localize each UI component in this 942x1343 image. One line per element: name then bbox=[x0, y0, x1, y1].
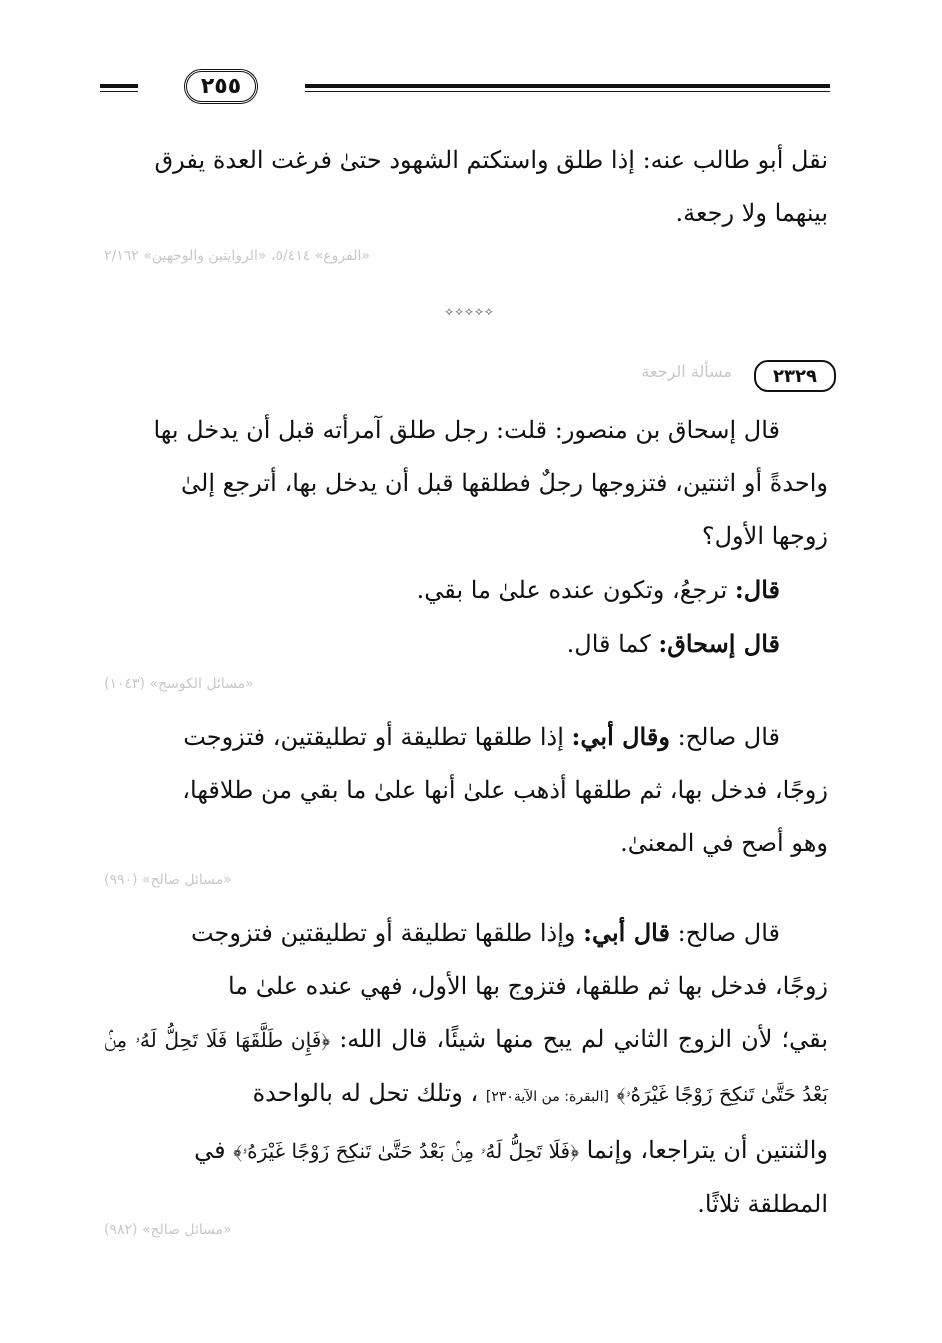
salih1-pre: قال صالح: bbox=[677, 723, 780, 751]
salih1-line-2: زوجًا، فدخل بها، ثم طلقها أذهب علىٰ أنها علىٰ ما بقي من طلاقها، bbox=[182, 776, 828, 804]
header-rule-left bbox=[100, 84, 138, 88]
salih2-label: قال أبي: bbox=[583, 918, 670, 947]
salih1-label: وقال أبي: bbox=[571, 722, 670, 751]
page-number: ٢٥٥ bbox=[184, 69, 258, 104]
ishaq-line-2: واحدةً أو اثنتين، فتزوجها رجلٌ فطلقها قبل أن يدخل بها، أترجع إلىٰ bbox=[181, 469, 828, 497]
salih2-text-6: في bbox=[194, 1136, 226, 1164]
source-reference-4: «مسائل صالح» (٩٨٢) bbox=[104, 1222, 232, 1238]
page-header bbox=[100, 62, 830, 110]
header-rule-right bbox=[305, 84, 830, 88]
header-rule-left-thin bbox=[100, 91, 138, 92]
salih2-text-1: وإذا طلقها تطليقة أو تطليقتين فتزوجت bbox=[190, 919, 576, 947]
salih1-text-1: إذا طلقها تطليقة أو تطليقتين، فتزوجت bbox=[183, 723, 564, 751]
salih2-pre: قال صالح: bbox=[677, 919, 780, 947]
source-reference-1: «الفروع» ٥/٤١٤، «الروايتين والوجهين» ٢/١٦٢ bbox=[104, 248, 370, 264]
section-divider-ornament: ⟡⟡⟡⟡⟡ bbox=[445, 304, 495, 318]
salih2-line-1 bbox=[104, 906, 828, 960]
qal-label: قال: bbox=[734, 575, 780, 604]
page-number-frame bbox=[138, 64, 304, 108]
ishaq-text: كما قال. bbox=[566, 630, 651, 658]
paragraph-salih-2 bbox=[104, 906, 828, 1231]
intro-line-1: نقل أبو طالب عنه: إذا طلق واستكتم الشهود حتىٰ فرغت العدة يفرق bbox=[154, 146, 828, 174]
salih1-line-1 bbox=[104, 710, 828, 764]
ishaq-label: قال إسحاق: bbox=[658, 629, 780, 658]
salih2-text-4: ، وتلك تحل له بالواحدة bbox=[252, 1079, 479, 1107]
header-rule-right-thin bbox=[305, 91, 830, 92]
intro-line-2: بينهما ولا رجعة. bbox=[675, 199, 828, 227]
paragraph-ishaq bbox=[104, 404, 828, 671]
salih2-line-3 bbox=[104, 1013, 828, 1124]
salih2-line-7: المطلقة ثلاثًا. bbox=[697, 1190, 828, 1218]
salih2-line-5 bbox=[104, 1124, 828, 1178]
issue-number-badge: ٢٣٢٩ bbox=[754, 360, 836, 392]
issue-title: مسألة الرجعة bbox=[641, 362, 732, 381]
source-reference-3: «مسائل صالح» (٩٩٠) bbox=[104, 872, 232, 888]
qal-text: ترجعُ، وتكون عنده علىٰ ما بقي. bbox=[416, 576, 728, 604]
salih1-line-3: وهو أصح في المعنىٰ. bbox=[620, 829, 828, 857]
source-reference-2: «مسائل الكوسج» (١٠٤٣) bbox=[104, 676, 254, 692]
paragraph-intro bbox=[104, 134, 828, 240]
ishaq-answer bbox=[104, 617, 828, 671]
ishaq-line-1: قال إسحاق بن منصور: قلت: رجل طلق آمرأته قبل أن يدخل بها bbox=[153, 416, 780, 444]
qal-answer bbox=[104, 563, 828, 617]
salih2-line-2: زوجًا، فدخل بها ثم طلقها، فتزوج بها الأول، فهي عنده علىٰ ما bbox=[227, 972, 828, 1000]
salih2-text-5: والثنتين أن يتراجعا، وإنما bbox=[586, 1136, 828, 1164]
quran-verse-1: ﴿فَإِن طَلَّقَهَا فَلَا تَحِلُّ لَهُۥ مِنۢ بَعْدُ حَتَّىٰ تَنكِحَ زَوْجًا غَيْرَهُۥ﴾ bbox=[104, 1028, 828, 1106]
quran-verse-2: ﴿فَلَا تَحِلُّ لَهُۥ مِنۢ بَعْدُ حَتَّىٰ تَنكِحَ زَوْجًا غَيْرَهُۥ﴾ bbox=[233, 1139, 579, 1163]
salih2-text-3: بقي؛ لأن الزوج الثاني لم يبح منها شيئًا، قال الله: bbox=[339, 1025, 828, 1053]
quran-reference-1: [البقرة: من الآية٢٣٠] bbox=[485, 1089, 609, 1105]
ishaq-line-3: زوجها الأول؟ bbox=[701, 522, 828, 550]
paragraph-salih-1 bbox=[104, 710, 828, 870]
